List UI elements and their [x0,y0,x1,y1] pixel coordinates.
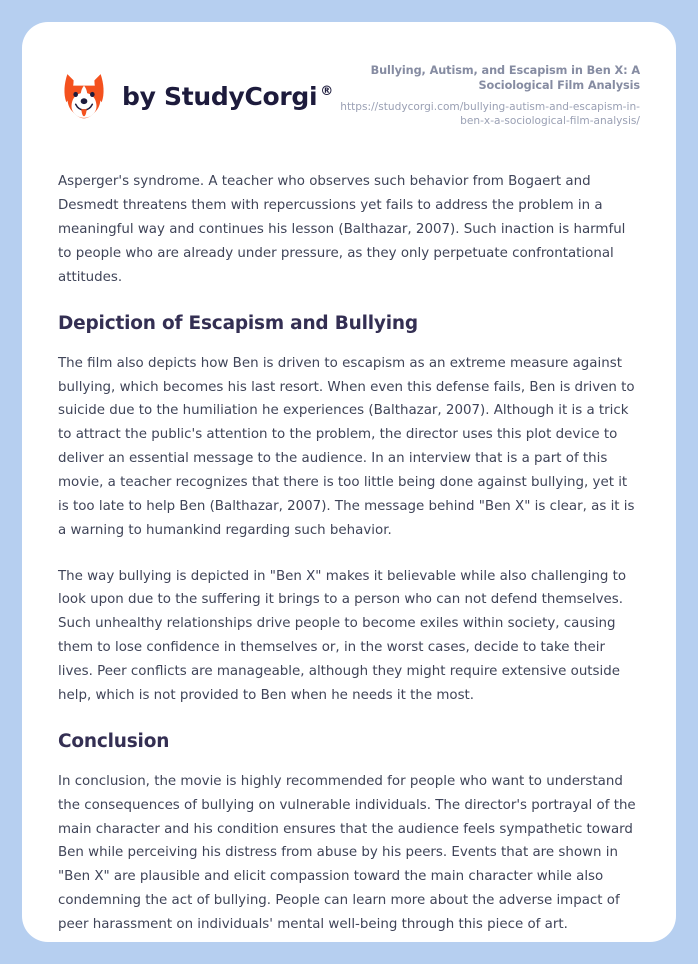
corgi-logo-icon [58,70,110,122]
registered-trademark-icon: ® [320,83,333,99]
document-title: Bullying, Autism, and Escapism in Ben X: A Sociological Film Analysis [370,64,640,92]
heading-depiction-of-escapism-and-bullying: Depiction of Escapism and Bullying [58,312,418,334]
document-meta [333,62,640,128]
document-header [22,22,676,128]
paragraph-bullying-believable: The way bullying is depicted in "Ben X" makes it believable while also challenging to look upon due to the suffering it brings to a person who can not defend themselves. Such unhealthy relationships drive people to become exiles within society, causing them to lose confidence in themselves or, in the worst cases, decide to take their lives. Peer conflicts are manageable, although they might require extensive outside help, which is not provided to Ben when he needs it the most. [58,568,627,703]
document-body [22,170,676,936]
document-url[interactable]: https://studycorgi.com/bullying-autism-and-escapism-in-ben-x-a-sociological-film-analysis/ [340,100,640,128]
paragraph-conclusion: In conclusion, the movie is highly recommended for people who want to understand the consequences of bullying on vulnerable individuals. The director's portrayal of the main character and his condition ensures that the audience feels sympathetic toward Ben while perceiving his distress from abuse by his peers. Events that are shown in "Ben X" are plausible and elicit compassion toward the main character while also condemning the act of bullying. People can learn more about the adverse impact of peer harassment on individuals' mental well-being through this piece of art. [58,773,636,932]
paragraph-escapism-last-resort: The film also depicts how Ben is driven to escapism as an extreme measure against bullying, which becomes his last resort. When even this defense fails, Ben is driven to suicide due to the humiliation he experiences (Balthazar, 2007). Although it is a trick to attract the public's attention to the problem, the director uses this plot device to deliver an essential message to the audience. In an interview that is a part of this movie, a teacher recognizes that there is too little being done against bullying, yet it is too late to help Ben (Balthazar, 2007). The message behind "Ben X" is clear, as it is a warning to humankind regarding such behavior. [58,355,635,538]
brand-logo-group[interactable] [58,70,333,122]
document-page-card [22,22,676,942]
brand-name-text: by StudyCorgi [122,81,318,111]
paragraph-asperger-continuation: Asperger's syndrome. A teacher who observes such behavior from Bogaert and Desmedt threatens them with repercussions yet fails to address the problem in a meaningful way and continues his lesson (Balthazar, 2007). Such inaction is harmful to people who are already under pressure, as they only perpetuate confrontational attitudes. [58,174,626,285]
brand-wordmark [122,81,333,111]
heading-conclusion: Conclusion [58,730,170,752]
